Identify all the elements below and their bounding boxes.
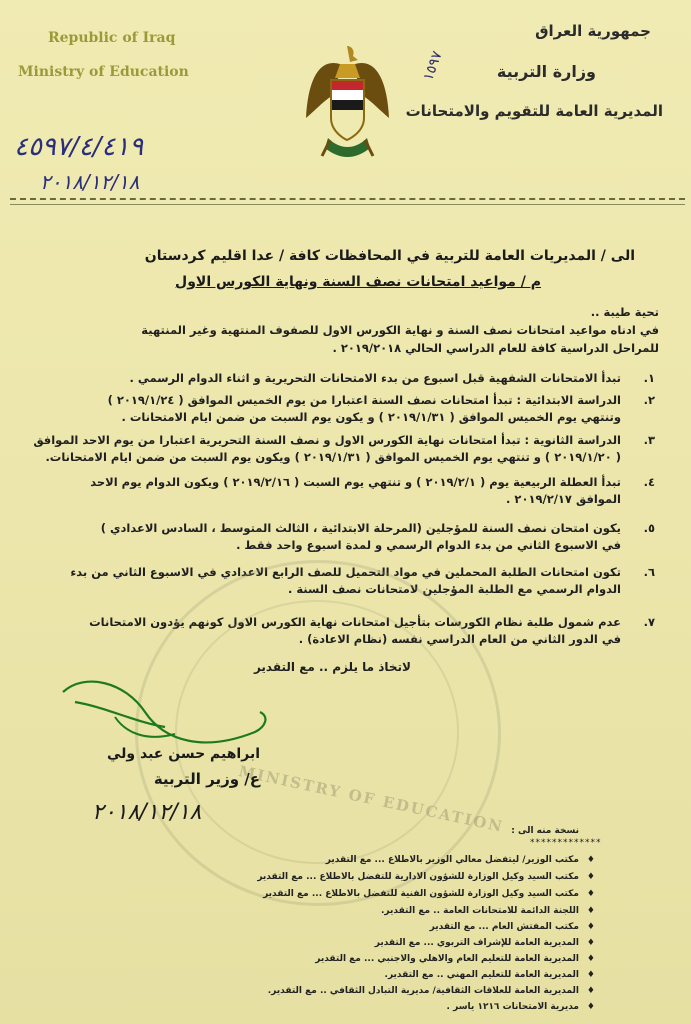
list-item <box>19 520 659 554</box>
list-item-text: الدراسة الابتدائية : تبدأ امتحانات نصف السنة اعتبارا من يوم الخميس الموافق ( ٢٠١٩/١/٢٤ ) وتنتهي يوم الخميس الموافق ( ٢٠١٩/١/٣١ ) و يكون يوم السبت من ضمن ايام الامتحانات . <box>107 393 621 424</box>
header-country: جمهورية العراق <box>535 22 651 40</box>
list-item-text: يكون امتحان نصف السنة للمؤجلين (المرحلة الابتدائية ، الثالث المتوسط ، السادس الاعدادي ) في الاسبوع الثاني من بدء الدوام الرسمي و لمدة اسبوع واحد فقط . <box>100 521 621 552</box>
cc-bullet-icon: ♦ <box>586 872 595 882</box>
list-item-number: ٢. <box>643 393 655 407</box>
list-item-number: ٤. <box>643 475 655 489</box>
list-item-text: تكون امتحانات الطلبة المحملين في مواد التحميل للصف الرابع الاعدادي في الاسبوع الثاني من بدء الدوام الرسمي مع الطلبة المؤجلين لامتحانات نصف السنة . <box>70 565 621 596</box>
list-item <box>19 392 659 426</box>
list-item-text: الدراسة الثانوية : تبدأ امتحانات نهاية الكورس الاول و نصف السنة التحريرية اعتبارا من يوم الاحد الموافق ( ٢٠١٩/١/٢٠ ) و تنتهي يوم الخميس الموافق ( ٢٠١٩/١/٣١ ) ويكون يوم السبت من ضمن ايام الامتحانات. <box>33 433 621 464</box>
intro-line-2: للمراحل الدراسية كافة للعام الدراسي الحالي ٢٠١٩/٢٠١٨ . <box>332 341 659 355</box>
header-separator <box>10 198 685 200</box>
signatory-title: ع/ وزير التربية <box>153 770 260 788</box>
list-item-number: ٧. <box>643 615 655 629</box>
header-directorate: المديرية العامة للتقويم والامتحانات <box>405 102 663 120</box>
header-en-country: Republic of Iraq <box>48 30 176 46</box>
header-en-ministry: Ministry of Education <box>18 64 189 80</box>
header-separator-line <box>10 204 685 205</box>
list-item-number: ٥. <box>643 521 655 535</box>
list-item-text: تبدأ الامتحانات الشفهية قبل اسبوع من بدء الامتحانات التحريرية و اثناء الدوام الرسمي . <box>129 371 621 385</box>
closing-line: لاتخاذ ما يلزم .. مع التقدير <box>253 660 411 674</box>
cc-line: المديرية العامة للتعليم المهني .. مع التقدير. <box>384 970 579 980</box>
cc-bullet-icon: ♦ <box>586 986 595 996</box>
cc-line: اللجنة الدائمة للامتحانات العامة .. مع التقدير. <box>380 906 579 916</box>
list-item-number: ١. <box>643 371 655 385</box>
cc-line: مكتب المفتش العام ... مع التقدير <box>429 922 579 932</box>
list-item-number: ٦. <box>643 565 655 579</box>
greeting: تحية طيبة .. <box>590 305 659 319</box>
list-item-text: تبدأ العطلة الربيعية يوم ( ٢٠١٩/٢/١ ) و تنتهي يوم السبت ( ٢٠١٩/٢/١٦ ) ويكون الدوام يوم الاحد الموافق ٢٠١٩/٢/١٧ . <box>90 475 621 506</box>
signature-date: ٢٠١٨/١٢/١٨ <box>92 800 202 825</box>
cc-stars: ************* <box>530 838 602 848</box>
cc-bullet-icon: ♦ <box>586 938 595 948</box>
cc-bullet-icon: ♦ <box>586 970 595 980</box>
cc-line: مكتب السيد وكيل الوزارة للشؤون الادارية للتفضل بالاطلاع ... مع التقدير <box>257 872 579 882</box>
cc-line: مكتب السيد وكيل الوزارة للشؤون الفنية للتفضل بالاطلاع ... مع التقدير <box>263 889 579 899</box>
handwritten-ref-number: ٤٥٩٧/٤/٤١٩ <box>14 132 144 162</box>
handwritten-number-note: ١٥٩٧ <box>420 49 446 83</box>
list-item <box>19 474 659 508</box>
header-ministry: وزارة التربية <box>496 62 596 81</box>
intro-line-1: في ادناه مواعيد امتحانات نصف السنة و نهاية الكورس الاول للصفوف المنتهية وغير المنتهية <box>141 323 659 337</box>
signatory-name: ابراهيم حسن عبد ولي <box>106 746 260 762</box>
list-item-number: ٣. <box>643 433 655 447</box>
iraq-eagle-emblem-icon <box>300 38 395 173</box>
cc-line: المديرية العامة للعلاقات الثقافية/ مديرية التبادل الثقافي .. مع التقدير. <box>267 986 579 996</box>
addressee-line: الى / المديريات العامة للتربية في المحافظات كافة / عدا اقليم كردستان <box>144 248 635 264</box>
cc-bullet-icon: ♦ <box>586 855 595 865</box>
cc-bullet-icon: ♦ <box>586 889 595 899</box>
watermark-text: MINISTRY OF EDUCATION <box>237 762 506 836</box>
list-item <box>19 370 659 387</box>
cc-heading: نسخة منه الى : <box>511 826 579 836</box>
cc-line: المديرية العامة للتعليم العام والاهلي والاجنبي ... مع التقدير <box>315 954 579 964</box>
cc-line: مكتب الوزير/ ليتفضل معالي الوزير بالاطلاع ... مع التقدير <box>325 855 579 865</box>
subject-line: م / مواعيد امتحانات نصف السنة ونهاية الكورس الاول <box>175 274 541 290</box>
list-item-text: عدم شمول طلبة نظام الكورسات بتأجيل امتحانات نهاية الكورس الاول كونهم يؤدون الامتحانات في الدور الثاني من العام الدراسي نفسه (نظام الاعادة) . <box>89 615 621 646</box>
handwritten-ref-date: ٢٠١٨/١٢/١٨ <box>40 170 140 194</box>
list-item <box>19 432 659 466</box>
cc-line: مديرية الامتحانات ١٢١٦ ياسر . <box>446 1002 579 1012</box>
cc-line: المديرية العامة للإشراف التربوي ... مع التقدير <box>374 938 579 948</box>
cc-bullet-icon: ♦ <box>586 906 595 916</box>
cc-bullet-icon: ♦ <box>586 922 595 932</box>
cc-bullet-icon: ♦ <box>586 1002 595 1012</box>
cc-bullet-icon: ♦ <box>586 954 595 964</box>
